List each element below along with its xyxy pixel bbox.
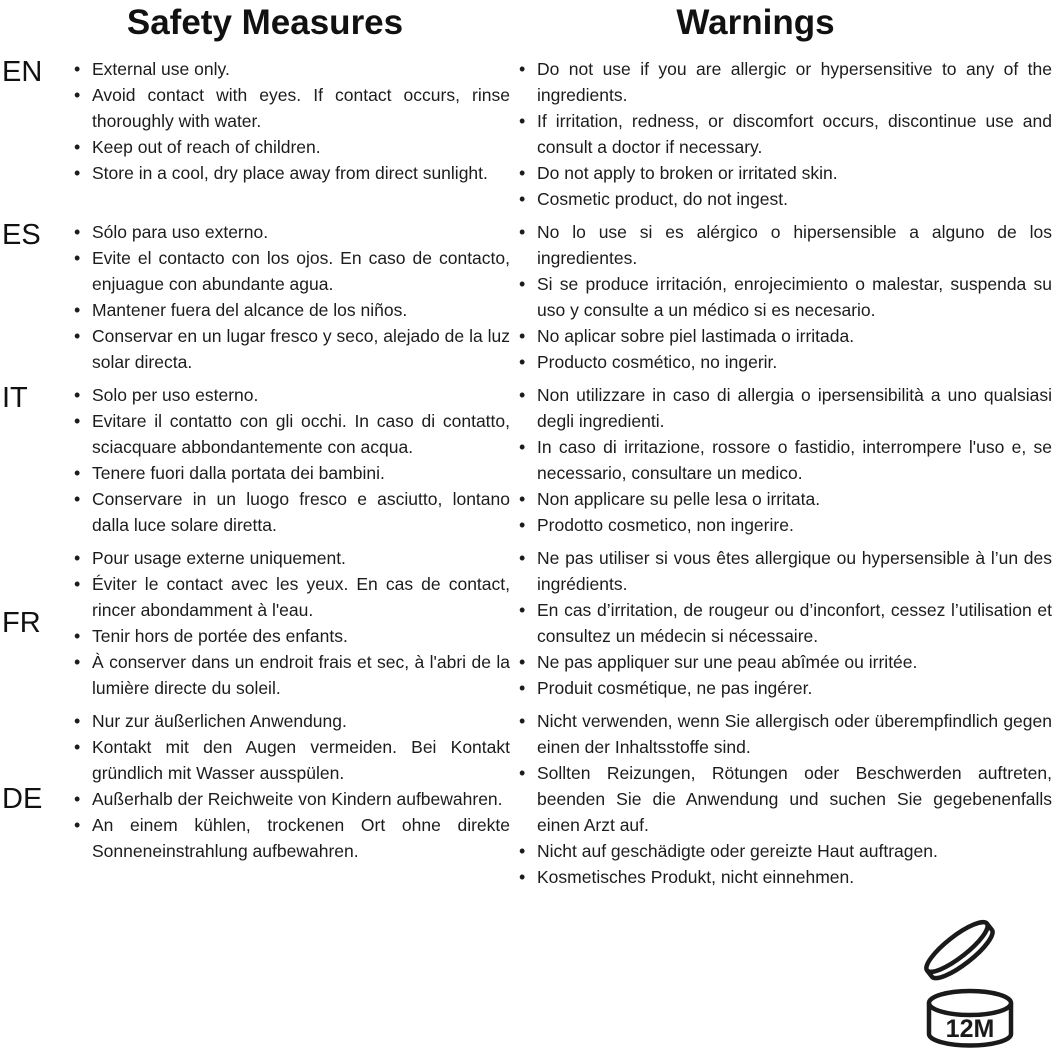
pao-duration-label: 12M [945,1015,995,1043]
list-item: • External use only. [70,56,510,82]
lang-label-en: EN [2,55,43,88]
safety-list-fr [70,545,510,701]
list-item: • Nur zur äußerlichen Anwendung. [70,708,510,734]
list-item: • Producto cosmético, no ingerir. [515,349,1052,375]
warnings-list-es [515,219,1052,375]
list-item: • Solo per uso esterno. [70,382,510,408]
safety-list-en [70,56,510,212]
list-item: • Conservar en un lugar fresco y seco, alejado de la luz solar directa. [70,323,510,375]
list-item: • Tenere fuori dalla portata dei bambini. [70,460,510,486]
list-item: • Außerhalb der Reichweite von Kindern aufbewahren. [70,786,510,812]
warnings-title: Warnings [676,3,835,42]
list-item: • Avoid contact with eyes. If contact occurs, rinse thoroughly with water. [70,82,510,134]
warnings-list-en [515,56,1052,212]
list-item: • Do not use if you are allergic or hypersensitive to any of the ingredients. [515,56,1052,108]
list-item: • No aplicar sobre piel lastimada o irritada. [515,323,1052,349]
list-item: • Kontakt mit den Augen vermeiden. Bei Kontakt gründlich mit Wasser ausspülen. [70,734,510,786]
lang-label-es: ES [2,218,41,251]
list-item: • In caso di irritazione, rossore o fastidio, interrompere l'uso e, se necessario, consultare un medico. [515,434,1052,486]
safety-list-es [70,219,510,375]
list-item: • Pour usage externe uniquement. [70,545,510,571]
warnings-list-it [515,382,1052,538]
list-item: • Nicht verwenden, wenn Sie allergisch oder überempfindlich gegen einen der Inhaltsstoffe sind. [515,708,1052,760]
list-item: • Conservare in un luogo fresco e asciutto, lontano dalla luce solare diretta. [70,486,510,538]
list-item: • No lo use si es alérgico o hipersensible a alguno de los ingredientes. [515,219,1052,271]
list-item: • Ne pas appliquer sur une peau abîmée ou irritée. [515,649,1052,675]
list-item: • À conserver dans un endroit frais et sec, à l'abri de la lumière directe du soleil. [70,649,510,701]
list-item: • Ne pas utiliser si vous êtes allergique ou hypersensible à l’un des ingrédients. [515,545,1052,597]
safety-measures-title: Safety Measures [126,3,404,42]
list-item: • If irritation, redness, or discomfort occurs, discontinue use and consult a doctor if necessary. [515,108,1052,160]
list-item: • Cosmetic product, do not ingest. [515,186,1052,212]
list-item: • Sollten Reizungen, Rötungen oder Beschwerden auftreten, beenden Sie die Anwendung und suchen Sie gegebenenfalls einen Arzt auf. [515,760,1052,838]
list-item: • Sólo para uso externo. [70,219,510,245]
lang-label-fr: FR [2,606,41,639]
list-item: • Produit cosmétique, ne pas ingérer. [515,675,1052,701]
period-after-opening-icon [905,911,1027,1049]
list-item: • Si se produce irritación, enrojecimiento o malestar, suspenda su uso y consulte a un médico si es necesario. [515,271,1052,323]
list-item: • Nicht auf geschädigte oder gereizte Haut auftragen. [515,838,1052,864]
list-item: • Éviter le contact avec les yeux. En cas de contact, rincer abondamment à l'eau. [70,571,510,623]
list-item: • Prodotto cosmetico, non ingerire. [515,512,1052,538]
list-item: • En cas d’irritation, de rougeur ou d’inconfort, cessez l’utilisation et consultez un médecin si nécessaire. [515,597,1052,649]
list-item: • An einem kühlen, trockenen Ort ohne direkte Sonneneinstrahlung aufbewahren. [70,812,510,864]
list-item: • Non utilizzare in caso di allergia o ipersensibilità a uno qualsiasi degli ingredienti. [515,382,1052,434]
list-item: • Mantener fuera del alcance de los niños. [70,297,510,323]
list-item: • Store in a cool, dry place away from direct sunlight. [70,160,510,186]
list-item: • Kosmetisches Produkt, nicht einnehmen. [515,864,1052,890]
warnings-list-fr [515,545,1052,701]
list-item: • Evitare il contatto con gli occhi. In caso di contatto, sciacquare abbondantemente con acqua. [70,408,510,460]
list-item: • Tenir hors de portée des enfants. [70,623,510,649]
list-item: • Evite el contacto con los ojos. En caso de contacto, enjuague con abundante agua. [70,245,510,297]
lang-label-it: IT [2,381,28,414]
lang-label-de: DE [2,782,43,815]
open-jar-icon [905,911,1027,1049]
safety-list-de [70,708,510,890]
list-item: • Non applicare su pelle lesa o irritata. [515,486,1052,512]
safety-list-it [70,382,510,538]
list-item: • Keep out of reach of children. [70,134,510,160]
warnings-list-de [515,708,1052,890]
list-item: • Do not apply to broken or irritated skin. [515,160,1052,186]
